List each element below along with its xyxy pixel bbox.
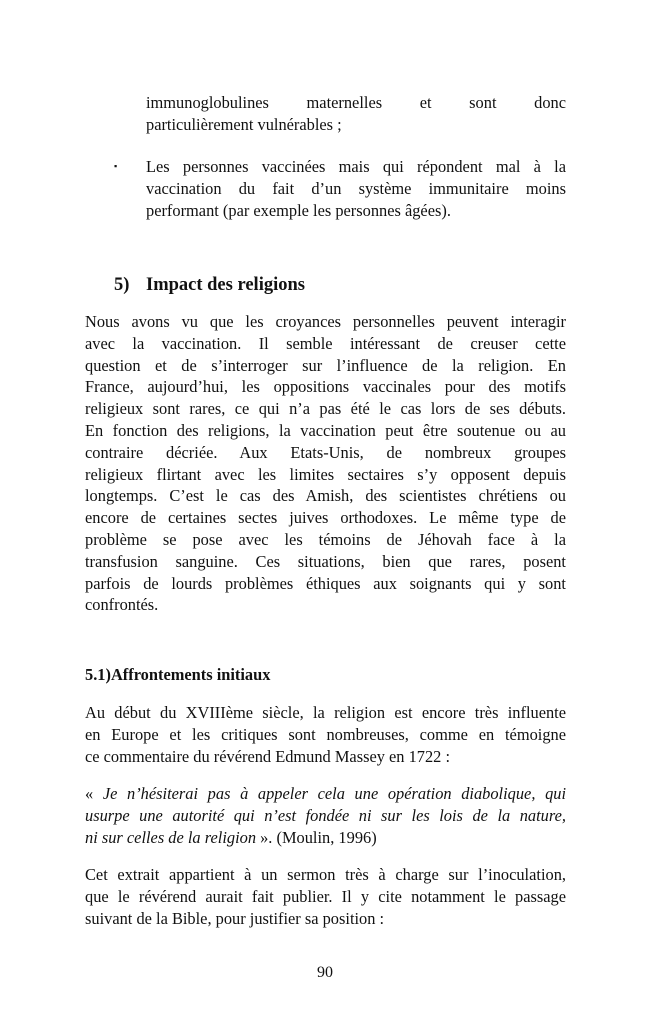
quote-line bbox=[85, 783, 566, 805]
subsection-heading: 5.1)Affrontements initiaux bbox=[85, 665, 271, 684]
text-line: Au début du XVIIIème siècle, la religion est encore très influente bbox=[85, 703, 566, 722]
text-line: problème se pose avec les témoins de Jéhovah face à la bbox=[85, 529, 566, 549]
quote-line bbox=[85, 805, 566, 827]
section-heading bbox=[114, 273, 305, 297]
text-line: Nous avons vu que les croyances personnelles peuvent interagir bbox=[85, 312, 566, 331]
text-line: contraire décriée. Aux Etats-Unis, de nombreux groupes bbox=[85, 442, 566, 462]
intro-paragraph bbox=[85, 702, 566, 767]
text-line: suivant de la Bible, pour justifier sa position : bbox=[85, 908, 385, 928]
text-line: avec la vaccination. Il semble intéressant de creuser cette bbox=[85, 333, 566, 353]
text-line: France, aujourd’hui, les oppositions vaccinales pour des motifs bbox=[85, 377, 566, 397]
quote-text: ni sur celles de la religion bbox=[85, 827, 257, 847]
text-line: parfois de lourds problèmes éthiques aux soignants qui y sont bbox=[85, 573, 566, 593]
quotation bbox=[85, 783, 566, 848]
text-line: longtemps. C’est le cas des Amish, des scientistes chrétiens ou bbox=[85, 486, 566, 506]
quote-text: usurpe une autorité qui n’est fondée ni sur les lois de la nature, bbox=[85, 805, 566, 825]
bullet-continuation bbox=[146, 92, 566, 136]
text-line: vaccination du fait d’un système immunitaire moins bbox=[146, 178, 566, 198]
bullet-marker: ▪ bbox=[114, 161, 118, 171]
text-line: immunoglobulines maternelles et sont donc bbox=[146, 93, 566, 112]
text-line: question et de s’interroger sur l’influence de la religion. En bbox=[85, 355, 566, 375]
text-line: particulièrement vulnérables ; bbox=[146, 114, 342, 134]
text-line: ce commentaire du révérend Edmund Massey en 1722 : bbox=[85, 746, 451, 766]
text-line: transfusion sanguine. Ces situations, bien que rares, posent bbox=[85, 551, 566, 571]
text-line: religieux sont rares, ce qui n’a pas été le cas lors de ses débuts. bbox=[85, 399, 566, 419]
text-line: confrontés. bbox=[85, 595, 159, 615]
body-paragraph bbox=[85, 311, 566, 616]
text-line: encore de certaines sectes juives orthodoxes. Le même type de bbox=[85, 508, 566, 528]
section-title: Impact des religions bbox=[146, 275, 305, 295]
open-quote: « bbox=[85, 784, 103, 803]
closing-paragraph bbox=[85, 864, 566, 929]
text-line: religieux flirtant avec les limites sectaires s’y opposent depuis bbox=[85, 464, 566, 484]
section-number: 5) bbox=[114, 275, 130, 295]
text-line: que le révérend aurait fait publier. Il y cite notamment le passage bbox=[85, 886, 566, 906]
text-line: En fonction des religions, la vaccination peut être soutenue ou au bbox=[85, 420, 566, 440]
text-line: Cet extrait appartient à un sermon très à charge sur l’inoculation, bbox=[85, 865, 566, 884]
page-number: 90 bbox=[317, 964, 333, 981]
text-line: en Europe et les critiques sont nombreuses, comme en témoigne bbox=[85, 724, 566, 744]
bullet-item bbox=[146, 156, 566, 221]
quote-text: Je n’hésiterai pas à appeler cela une opération diabolique, qui bbox=[102, 784, 567, 803]
text-line: performant (par exemple les personnes âgées). bbox=[146, 200, 451, 220]
citation: ». (Moulin, 1996) bbox=[256, 827, 377, 847]
quote-line bbox=[85, 827, 566, 849]
text-line: Les personnes vaccinées mais qui répondent mal à la bbox=[146, 157, 566, 176]
